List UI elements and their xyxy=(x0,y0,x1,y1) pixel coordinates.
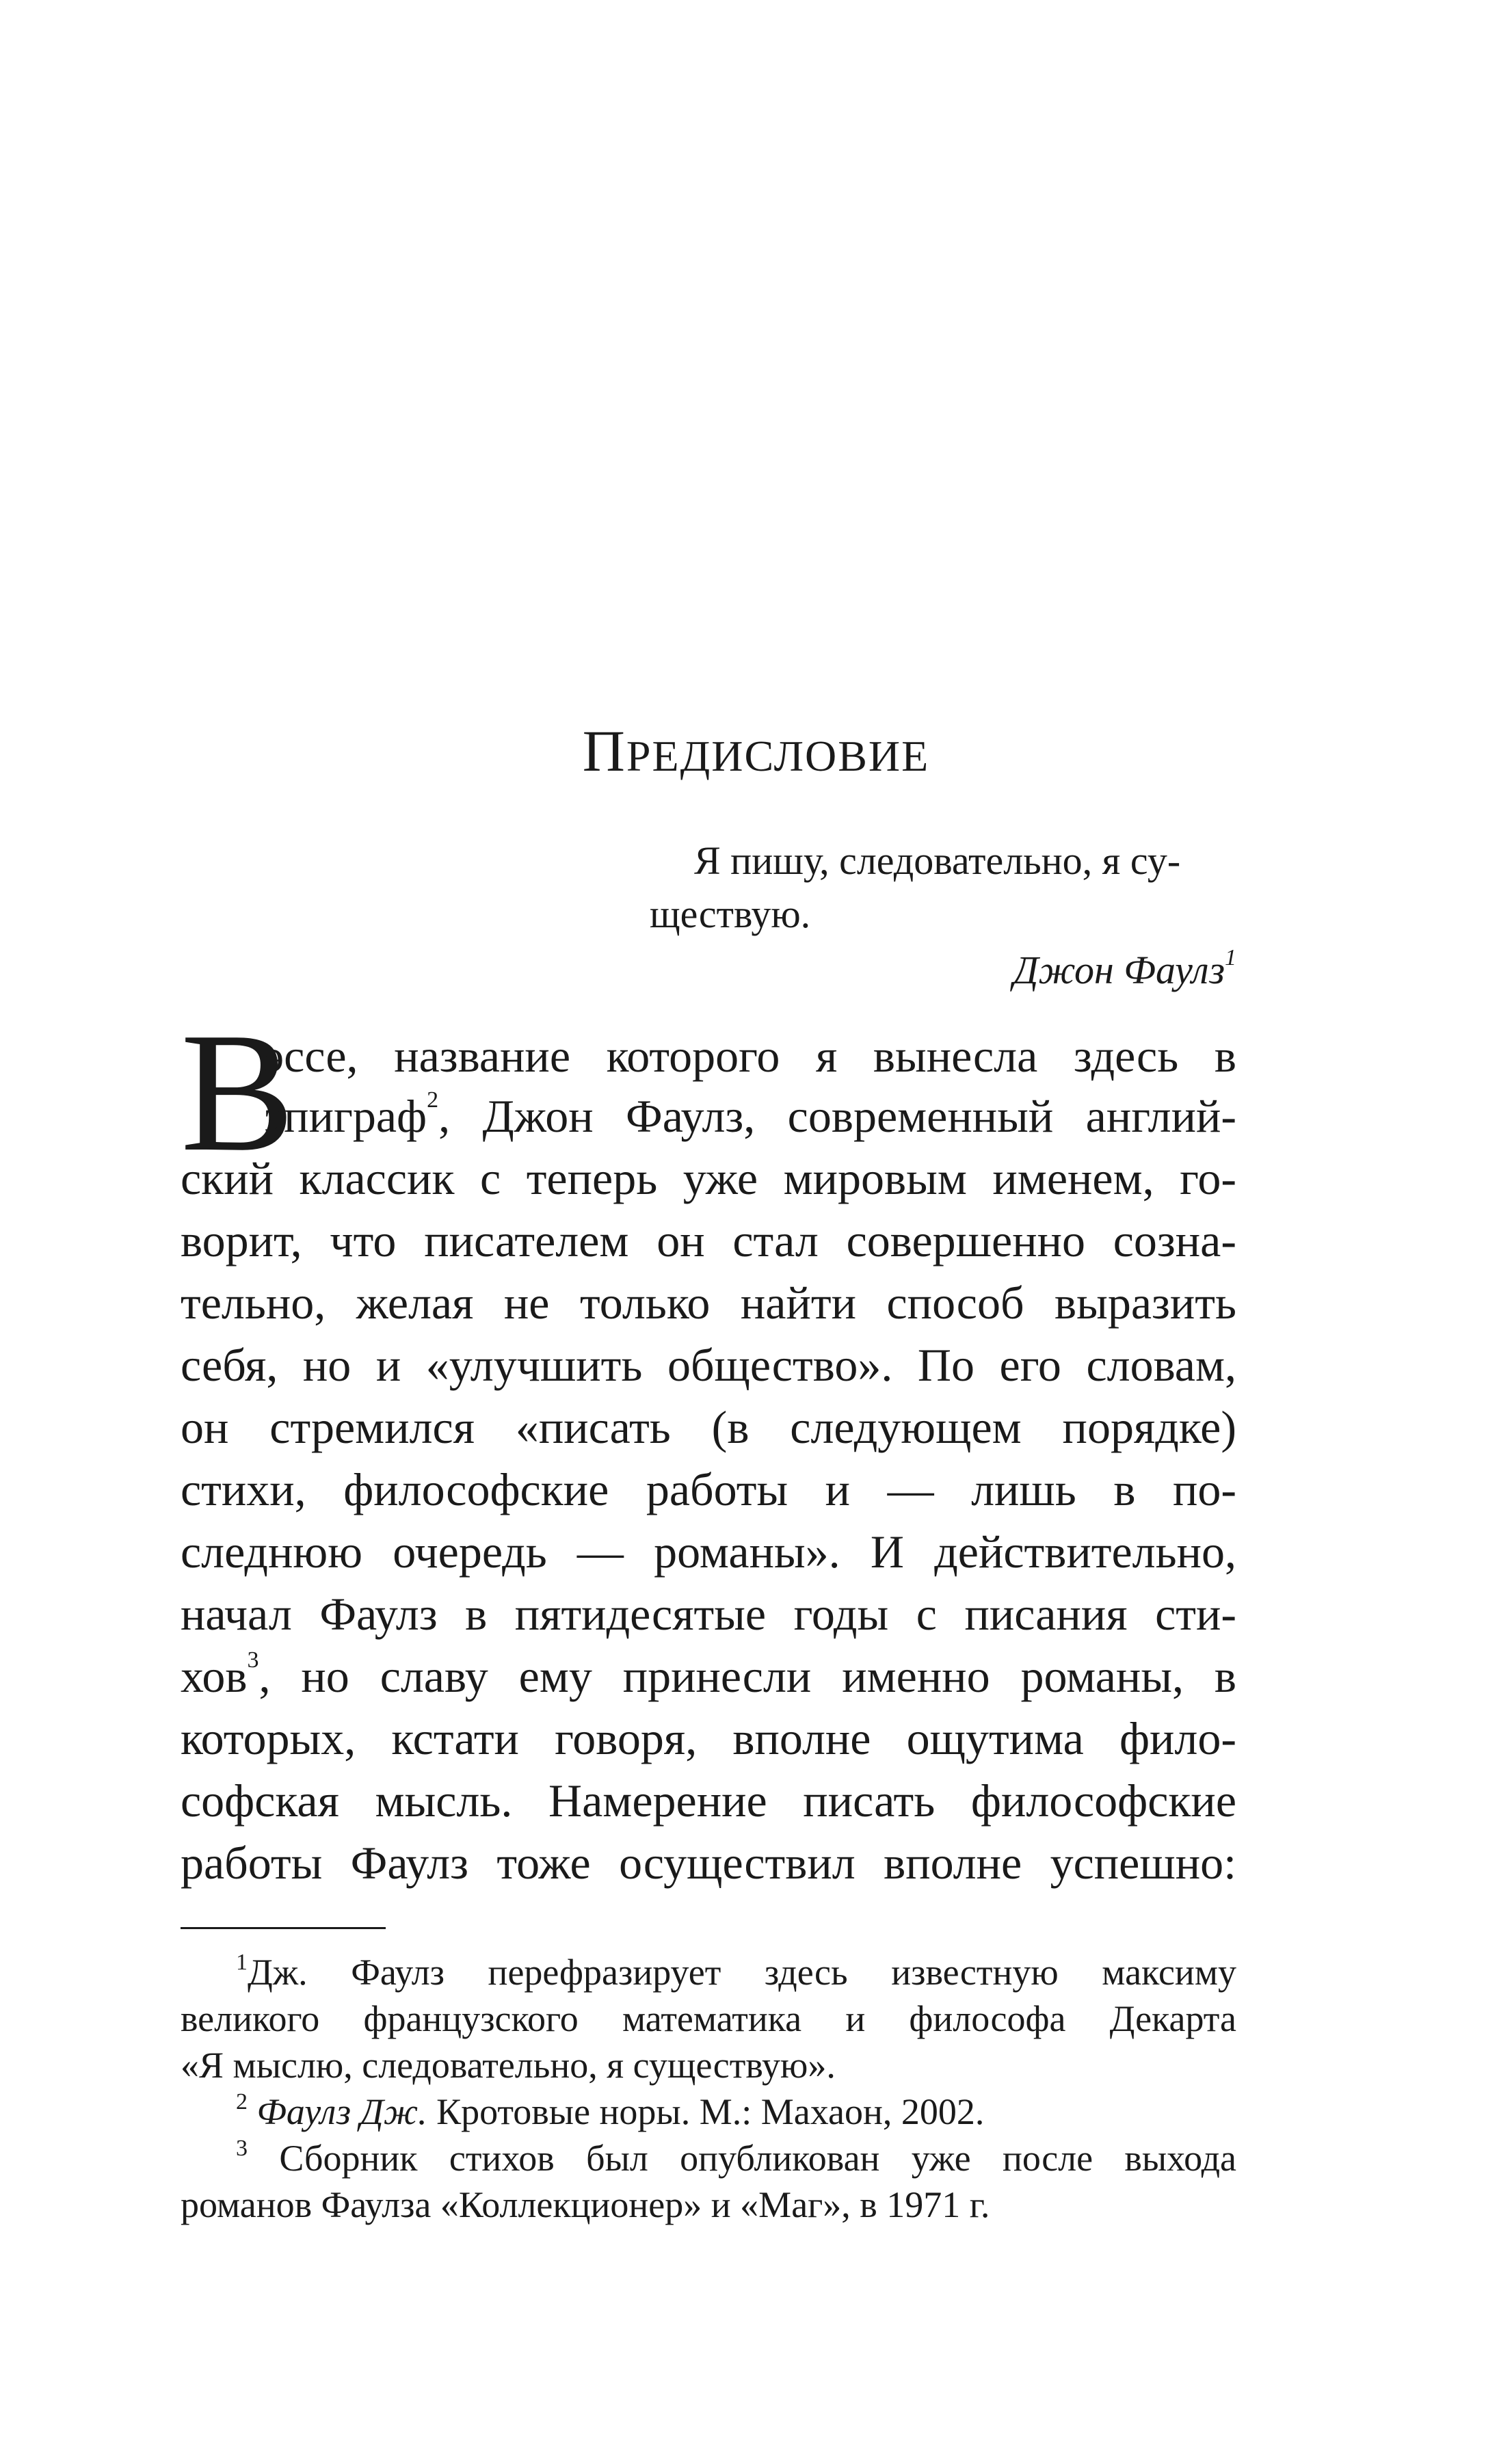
body-line-11 xyxy=(181,1647,1236,1702)
body-line-12: которых, кстати говоря, вполне ощутима фило- xyxy=(181,1712,1236,1764)
footnote-1-line-3: «Я мыслю, следовательно, я существую». xyxy=(181,2045,836,2086)
footnote-3-line-2: романов Фаулза «Коллекционер» и «Маг», в 1971 г. xyxy=(181,2184,990,2225)
footnote-2-author: Фаулз Дж. xyxy=(256,2091,427,2132)
footnote-2 xyxy=(236,2089,1236,2132)
body-line-8: стихи, философские работы и — лишь в по- xyxy=(181,1463,1236,1515)
body-line-5: тельно, желая не только найти способ выразить xyxy=(181,1277,1236,1329)
body-line-11-b: , но славу ему принесли именно романы, в xyxy=(258,1650,1236,1702)
body-line-2-a: эпиграф xyxy=(264,1090,427,1142)
body-line-10: начал Фаулз в пятидесятые годы с писания сти- xyxy=(181,1588,1236,1640)
body-line-11-a: хов xyxy=(181,1650,248,1702)
body-line-14: работы Фаулз тоже осуществил вполне успешно: xyxy=(181,1837,1236,1889)
footnote-ref-2: 2 xyxy=(427,1087,439,1113)
chapter-title xyxy=(0,718,1512,784)
epigraph-author xyxy=(1013,945,1236,992)
body-line-6: себя, но и «улучшить общество». По его словам, xyxy=(181,1339,1236,1391)
body-line-1: эссе, название которого я вынесла здесь в xyxy=(264,1030,1236,1082)
footnote-1-mark: 1 xyxy=(236,1950,248,1975)
drop-cap: В xyxy=(181,998,295,1187)
body-line-3: ский классик с теперь уже мировым именем, го- xyxy=(181,1152,1236,1204)
epigraph-line-1: Я пишу, следовательно, я су- xyxy=(694,838,1181,883)
footnote-3-mark: 3 xyxy=(236,2136,248,2161)
epigraph-line-2: ществую. xyxy=(650,892,811,936)
footnote-2-mark: 2 xyxy=(236,2089,248,2114)
body-line-2-b: , Джон Фаулз, современный англий- xyxy=(438,1090,1236,1142)
footnote-ref-3: 3 xyxy=(247,1647,259,1673)
footnote-1-text-1: Дж. Фаулз перефразирует здесь известную максиму xyxy=(248,1952,1236,1993)
footnote-3-text-1: Сборник стихов был опубликован уже после выхода xyxy=(279,2138,1237,2179)
footnote-divider xyxy=(181,1927,386,1929)
chapter-title-rest: РЕДИСЛОВИЕ xyxy=(626,732,930,780)
footnote-1-line-2: великого французского математика и философа Декарта xyxy=(181,1998,1236,2039)
footnote-ref-1: 1 xyxy=(1225,945,1236,970)
footnote-2-text: Кротовые норы. М.: Махаон, 2002. xyxy=(427,2091,985,2132)
chapter-title-initial: П xyxy=(582,718,626,784)
footnote-1-line-1 xyxy=(236,1950,1236,1993)
body-line-2 xyxy=(264,1087,1236,1142)
footnote-3-line-1 xyxy=(236,2136,1237,2179)
body-line-7: он стремился «писать (в следующем порядке) xyxy=(181,1401,1236,1453)
body-line-4: ворит, что писателем он стал совершенно созна- xyxy=(181,1215,1236,1266)
body-line-9: следнюю очередь — романы». И действительно, xyxy=(181,1526,1236,1578)
body-line-13: софская мысль. Намерение писать философские xyxy=(181,1775,1236,1827)
epigraph-author-name: Джон Фаулз xyxy=(1013,948,1225,992)
